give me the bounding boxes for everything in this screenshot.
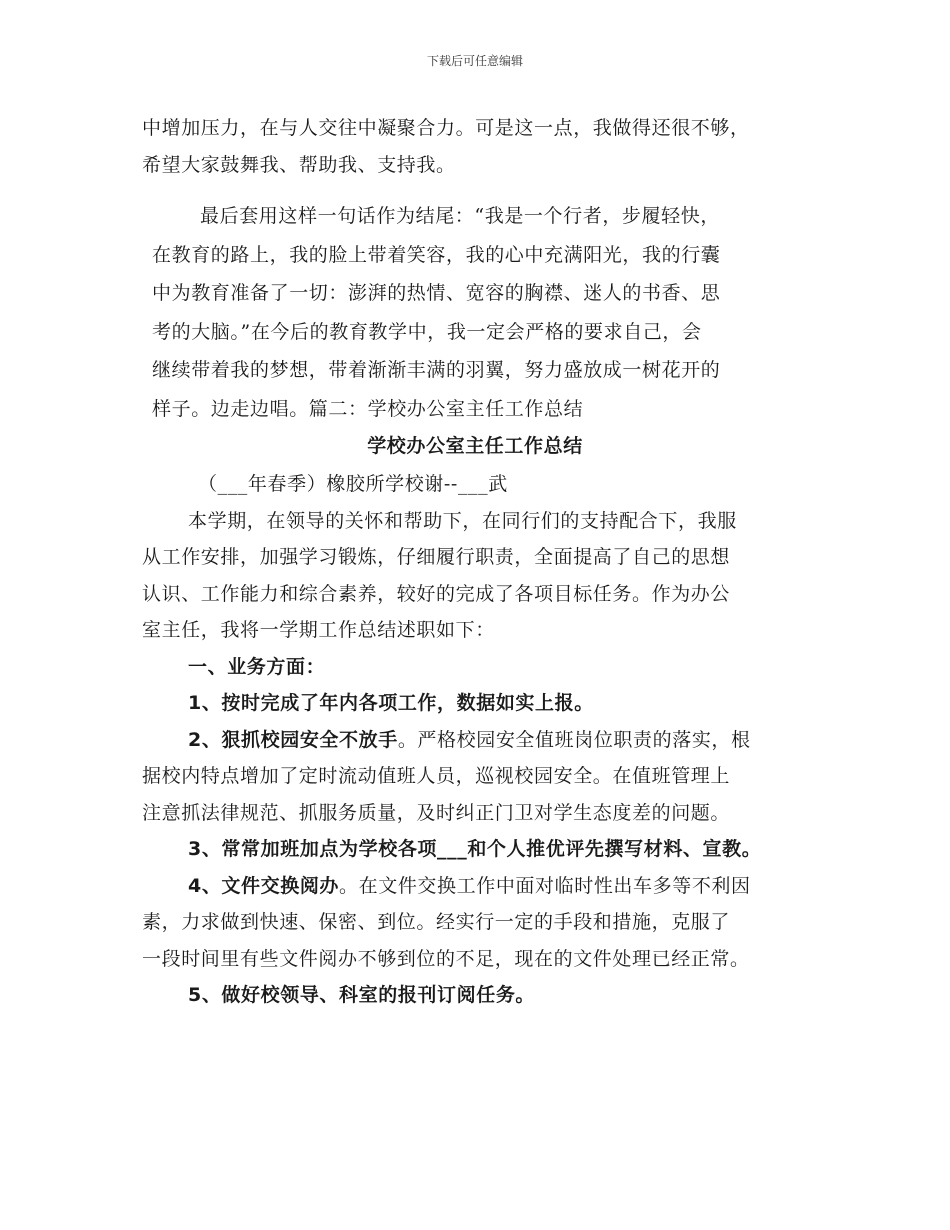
text-line: 本学期，在领导的关怀和帮助下，在同行们的支持配合下，我服 [188,509,737,532]
section-heading: 一、业务方面： [188,655,326,678]
list-item-title: 2、狠抓校园安全不放手 [188,728,398,751]
list-item-title: 4、文件交换阅办 [188,874,340,897]
list-item: 1、按时完成了年内各项工作，数据如实上报。 [188,692,594,714]
text-line: 注意抓法律规范、抓服务质量，及时纠正门卫对学生态度差的问题。 [142,801,731,824]
text-line: 样子。边走边唱。篇二：学校办公室主任工作总结 [152,397,584,420]
list-item [142,722,842,759]
subtitle: （___年春季）橡胶所学校谢--___武 [198,473,508,495]
text-line: 在教育的路上，我的脸上带着笑容，我的心中充满阳光，我的行囊 [152,243,721,266]
list-item: 3、常常加班加点为学校各项___和个人推优评先撰写材料、宣教。 [188,838,762,860]
text-line: 认识、工作能力和综合素养，较好的完成了各项目标任务。作为办公 [142,582,731,605]
text-line: 中增加压力，在与人交往中凝聚合力。可是这一点，我做得还很不够， [142,117,750,139]
text-line: 继续带着我的梦想，带着渐渐丰满的羽翼，努力盛放成一树花开的 [152,359,721,381]
page-header: 下载后可任意编辑 [426,54,523,68]
document-title: 学校办公室主任工作总结 [367,435,583,457]
text-line: 希望大家鼓舞我、帮助我、支持我。 [142,153,456,176]
text-line: 室主任，我将一学期工作总结述职如下： [142,619,495,641]
report-body [142,466,842,1014]
text-line: 考的大脑。”在今后的教育教学中，我一定会严格的要求自己，会 [152,320,702,343]
text-line: 中为教育准备了一切：澎湃的热情、宽容的胸襟、迷人的书香、思 [152,282,721,304]
list-item [142,868,842,905]
list-item-text: 。严格校园安全值班岗位职责的落实，根 [397,728,751,751]
list-item-text: 。在文件交换工作中面对临时性出车多等不利因 [339,874,751,897]
paragraph-closing [152,197,812,428]
text-line: 素，力求做到快速、保密、到位。经实行一定的手段和措施，克服了 [142,911,731,933]
text-line: 从工作安排，加强学习锻炼，仔细履行职责，全面提高了自己的思想 [142,546,731,568]
text-line: 一段时间里有些文件阅办不够到位的不足，现在的文件处理已经正常。 [142,947,750,970]
list-item: 5、做好校领导、科室的报刊订阅任务。 [188,984,536,1006]
text-line: 最后套用这样一句话作为结尾：“我是一个行者，步履轻快， [200,205,720,227]
paragraph-continuation [142,110,842,183]
text-line: 据校内特点增加了定时流动值班人员，巡视校园安全。在值班管理上 [142,765,731,787]
